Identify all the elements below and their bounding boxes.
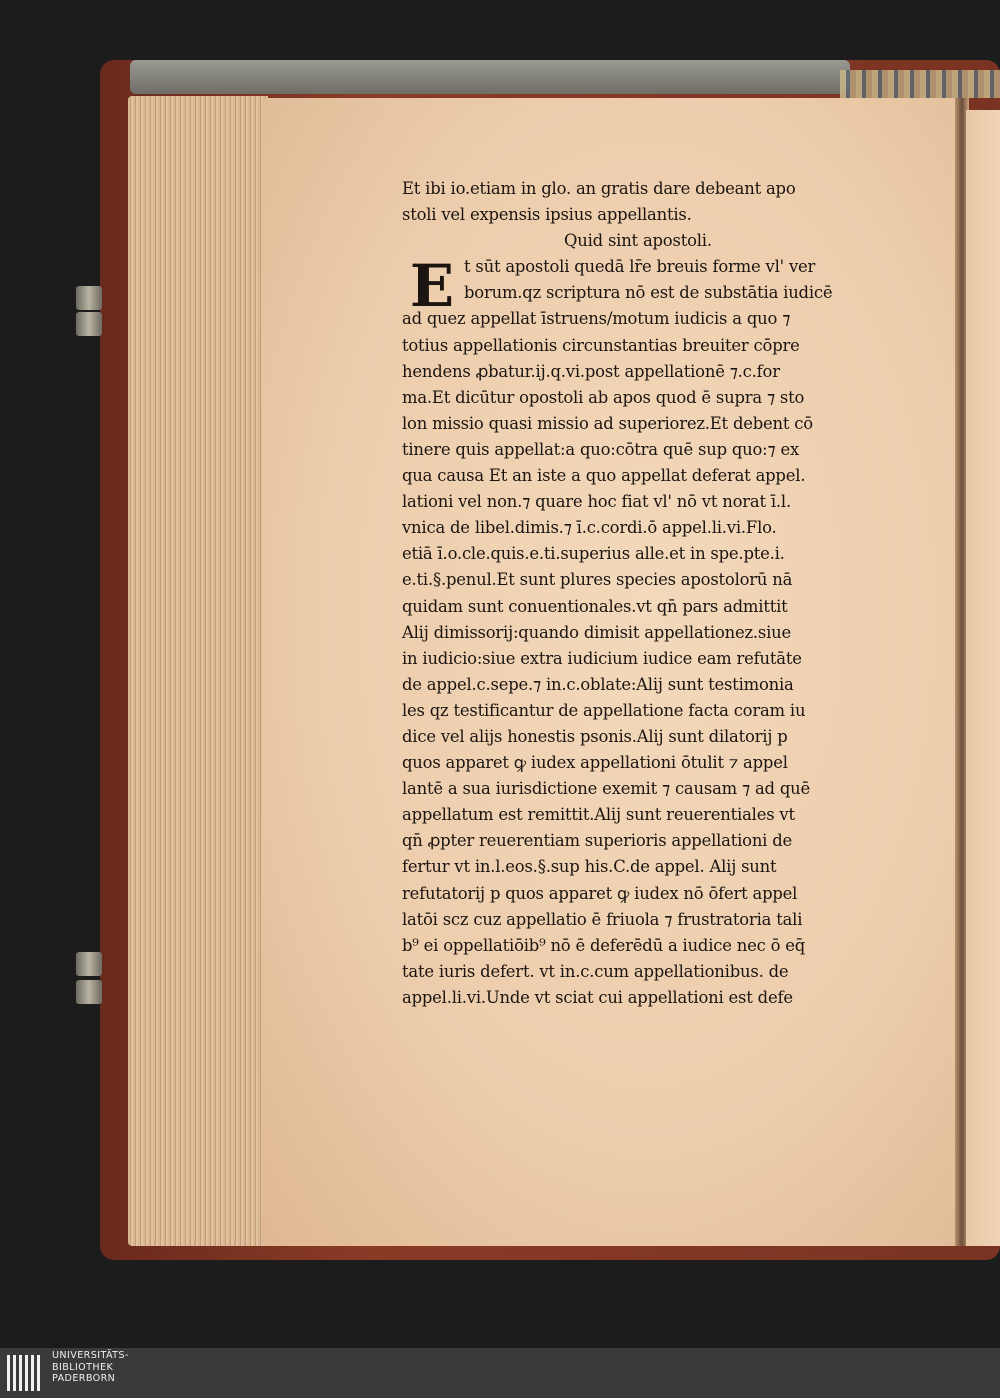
page-edges [128,96,268,1246]
text-line: lationi vel non.⁊ quare hoc fiat vl' nō vt norat ī.l. [402,492,791,512]
text-block [402,176,932,1011]
text-line: appel.li.vi.Unde vt sciat cui appellationi est defe [402,987,793,1007]
text-line: ma.Et dicūtur opostoli ab apos quod ē supra ⁊ sto [402,387,805,407]
text-line: qua causa Et an iste a quo appellat deferat appel. [402,466,806,486]
text-line: tinere quis appellat:a quo:cōtra quē sup quo:⁊ ex [402,439,800,459]
text-line: etiā ī.o.cle.quis.e.ti.superius alle.et in spe.pte.i. [402,544,785,564]
text-line: quos apparet ꝙ iudex appellationi ōtulit ⁊ appel [402,753,788,773]
text-line: latōi scz cuz appellatio ē friuola ⁊ frustratoria tali [402,909,803,929]
text-line: vnica de libel.dimis.⁊ ī.c.cordi.ō appel.li.vi.Flo. [402,518,777,538]
text-line: hendens ꝓbatur.ij.q.vi.post appellationē ⁊.c.for [402,361,780,381]
text-line: lon missio quasi missio ad superiorez.Et debent cō [402,413,813,433]
initial-letter: E [409,252,455,320]
book-cover-top-edge [130,60,850,94]
text-line: de appel.c.sepe.⁊ in.c.oblate:Alij sunt testimonia [402,674,794,694]
text-line: Et ibi io.etiam in glo. an gratis dare debeant apo [402,179,796,198]
logo-line: BIBLIOTHEK [52,1361,114,1373]
section-heading: Quid sint apostoli. [564,231,712,251]
text-line: appellatum est remittit.Alij sunt reuerentiales vt [402,805,795,825]
library-logo-icon [6,1352,46,1394]
text-line: t sūt apostoli quedā lr̄e breuis forme vl' ver [464,257,816,277]
headband [840,70,1000,98]
clasp-lower-1 [76,952,102,976]
text-line: quidam sunt conuentionales.vt qn̄ pars admittit [402,596,788,616]
text-line: dice vel alijs honestis psonis.Alij sunt dilatorij p [402,726,788,746]
clasp-upper-1 [76,286,102,310]
library-logo-text [52,1350,212,1385]
text-line: fertur vt in.l.eos.§.sup his.C.de appel. Alij sunt [402,857,777,877]
clasp-lower-2 [76,980,102,1004]
text-line: e.ti.§.penul.Et sunt plures species apostolorū nā [402,570,793,590]
clasp-upper-2 [76,312,102,336]
text-line: in iudicio:siue extra iudicium iudice eam refutāte [402,648,802,668]
text-line: qn̄ ꝓpter reuerentiam superioris appellationi de [402,831,793,851]
text-line: borum.qz scriptura nō est de substātia iudicē [464,283,833,303]
text-line: refutatorij p quos apparet ꝙ iudex nō ōfert appel [402,883,798,903]
text-line: totius appellationis circunstantias breuiter cōpre [402,335,800,355]
logo-line: PADERBORN [52,1373,116,1385]
text-line: Alij dimissorij:quando dimisit appellationez.siue [402,622,792,642]
text-line: stoli vel expensis ipsius appellantis. [402,205,692,225]
text-line: ad quez appellat īstruens/motum iudicis a quo ⁊ [402,309,791,329]
right-page-edge [966,110,1000,1246]
logo-line: UNIVERSITÄTS- [52,1350,129,1361]
text-line: lantē a sua iurisdictione exemit ⁊ causam ⁊ ad quē [402,779,810,799]
text-line: b⁹ ei oppellatiōib⁹ nō ē deferēdū a iudice nec ō eq̄ [402,935,806,955]
text-line: les qz testificantur de appellatione facta coram iu [402,700,806,720]
text-line: tate iuris defert. vt in.c.cum appellationibus. de [402,961,789,981]
